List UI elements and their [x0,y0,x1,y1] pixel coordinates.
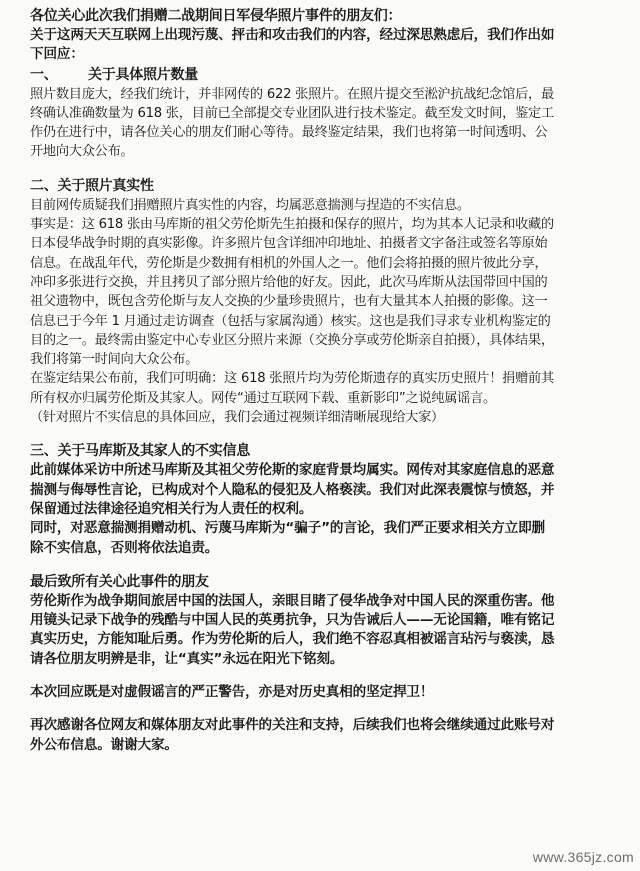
section1-heading [30,65,624,85]
section1-paragraph-line: 作仍在进行中，请各位关心的朋友们耐心等待。最终鉴定结果，我们也将第一时间透明、公 [30,125,548,141]
section2-paragraph-line: （针对照片不实信息的具体回应，我们会通过视频详细清晰展现给大家） [30,410,444,426]
section2-paragraph-line: 信息已于今年 1 月通过走访调查（包括与家属沟通）核实。这也是我们寻求专业机构鉴定的 [30,313,551,329]
section3-title: 三、关于马库斯及其家人的不实信息 [30,443,250,460]
watermark: www.365jz.com [532,849,634,865]
section2-paragraph-line: 所有权亦归属劳伦斯及其家人。网传“通过互联网下载、重新影印”之说纯属谣言。 [30,390,496,406]
section2-paragraph-line: 冲印多张进行交换，并且拷贝了部分照片给他的好友。因此，此次马库斯从法国带回中国的 [30,274,548,290]
section1-paragraph-line: 照片数目庞大，经我们统计，并非网传的 622 张照片。在照片提交至淞沪抗战纪念馆后，最 [30,86,554,102]
section2-paragraph-line: 事实是：这 618 张由马库斯的祖父劳伦斯先生拍摄和保存的照片，均为其本人记录和收藏的 [30,217,554,233]
closing-thanks-line: 外公布信息。谢谢大家。 [30,736,178,753]
section2-paragraph-line: 在鉴定结果公布前，我们可明确：这 618 张照片均为劳伦斯遗存的真实历史照片！捐赠前其 [30,371,554,387]
section3-paragraph-line: 保留通过法律途径追究相关行为人责任的权利。 [30,500,313,517]
closing-warning: 本次回应既是对虚假谣言的严正警告，亦是对历史真相的坚定捍卫！ [30,684,434,701]
section3-paragraph-line: 同时，对恶意揣测捐赠动机、污蔑马库斯为“骗子”的言论，我们严正要求相关方立即删 [30,520,545,537]
section1-title: 关于具体照片数量 [88,66,198,83]
closing-thanks-line: 再次感谢各位网友和媒体朋友对此事件的关注和支持，后续我们也将会继续通过此账号对 [30,717,555,734]
intro-line: 下回应： [30,46,84,63]
section3-paragraph-line: 揣测与侮辱性言论，已构成对个人隐私的侵犯及人格亵渎。我们对此深表震惊与愤怒，并 [30,481,555,498]
section4-paragraph-line: 真实历史，方能知耻后勇。作为劳伦斯的后人，我们绝不容忍真相被谣言玷污与亵渎，恳 [30,631,555,648]
section2-paragraph-line: 目的之一。最终需由鉴定中心专业区分照片来源（交换分享或劳伦斯亲自拍摄），具体结果， [30,332,554,348]
section4-title: 最后致所有关心此事件的朋友 [30,573,209,590]
section2-title: 二、关于照片真实性 [30,177,154,194]
section4-paragraph-line: 劳伦斯作为战争期间旅居中国的法国人，亲眼目睹了侵华战争对中国人民的深重伤害。他 [30,592,555,609]
section3-paragraph-line: 此前媒体采访中所述马库斯及其祖父劳伦斯的家庭背景均属实。网传对其家庭信息的恶意 [30,462,555,479]
salutation: 各位关心此次我们捐赠二战期间日军侵华照片事件的朋友们： [30,8,402,24]
intro-line: 关于这两天天互联网上出现污蔑、抨击和攻击我们的内容，经过深思熟虑后，我们作出如 [30,27,555,43]
section1-paragraph-line: 开地向大众公布。 [30,144,134,160]
section2-paragraph-line: 目前网传质疑我们捐赠照片真实性的内容，均属恶意揣测与捏造的不实信息。 [30,197,470,213]
section2-paragraph-line: 祖父遗物中，既包含劳伦斯与友人交换的少量珍贵照片，也有大量其本人拍摄的影像。这一 [30,294,548,310]
section1-paragraph-line: 终确认准确数量为 618 张，目前已全部提交专业团队进行技术鉴定。截至发文时间，鉴定工 [30,105,554,121]
section2-paragraph-line: 信息。在战乱年代，劳伦斯是少数拥有相机的外国人之一。他们会将拍摄的照片彼此分享， [30,255,548,271]
section2-paragraph-line: 我们将第一时间向大众公布。 [30,352,199,368]
section1-number: 一、 [30,66,58,83]
section4-paragraph-line: 用镜头记录下战争的残酷与中国人民的英勇抗争，只为告诫后人——无论国籍，唯有铭记 [30,612,555,629]
section4-paragraph-line: 请各位朋友明辨是非，让“真实”永远在阳光下铭刻。 [30,650,344,667]
section3-paragraph-line: 除不实信息，否则将依法追责。 [30,539,219,556]
section2-paragraph-line: 日本侵华战争时期的真实影像。许多照片包含详细冲印地址、拍摄者文字备注或签名等原始 [30,236,548,252]
